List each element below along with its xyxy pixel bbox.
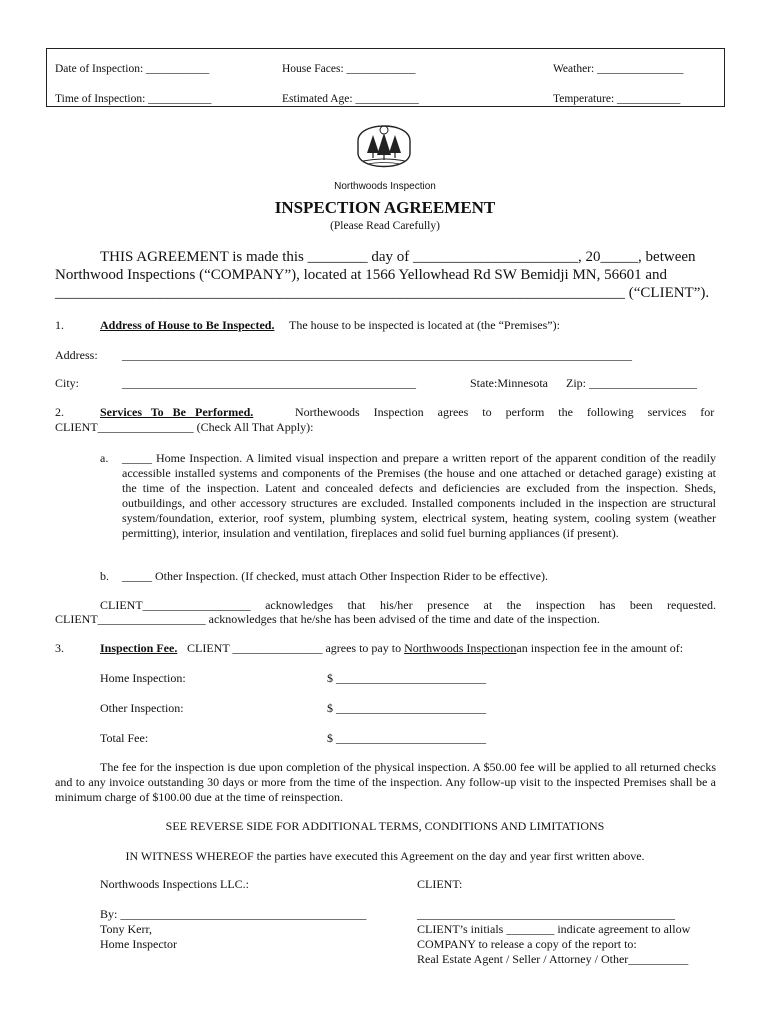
intro-line-3: ____________________________________________________________________________ (“CLIENT”).: [55, 285, 710, 301]
client-release-text: COMPANY to release a copy of the report to:: [417, 937, 637, 951]
acknowledgement-time-date: CLIENT__________________ acknowledges that he/she has been advised of the time and date of the inspection.: [55, 612, 600, 626]
fee-total-label: Total Fee:: [100, 731, 149, 745]
item-b-label: b.: [100, 569, 109, 583]
other-inspection-option[interactable]: _____ Other Inspection. (If checked, must attach Other Inspection Rider to be effective).: [122, 569, 548, 583]
client-release-parties[interactable]: Real Estate Agent / Seller / Attorney / Other__________: [417, 952, 689, 966]
estimated-age-field[interactable]: Estimated Age: ___________: [282, 93, 419, 105]
item-a-label: a.: [100, 451, 109, 465]
fee-home-field[interactable]: $ _________________________: [327, 671, 486, 685]
client-initials-line[interactable]: CLIENT’s initials ________ indicate agreement to allow: [417, 922, 691, 936]
section-3-text: [187, 641, 683, 656]
fee-total-field[interactable]: $ _________________________: [327, 731, 486, 745]
section-2-heading: Services To Be Performed.: [100, 405, 254, 419]
client-signature-label: CLIENT:: [417, 877, 463, 891]
weather-field[interactable]: Weather: _______________: [553, 63, 684, 75]
northwoods-logo-icon: [355, 113, 413, 181]
section-2-text: Northewoods Inspection agrees to perform the following services for: [295, 405, 715, 419]
section-1-heading: Address of House to Be Inspected.: [100, 318, 275, 332]
acknowledgement-presence: CLIENT__________________ acknowledges that his/her presence at the inspection has been requested.: [100, 598, 716, 612]
section-3-text-a: CLIENT _______________ agrees to pay to: [187, 641, 402, 655]
company-signature-line[interactable]: By: _________________________________________: [100, 907, 367, 921]
intro-line-2: Northwood Inspections (“COMPANY”), located at 1566 Yellowhead Rd SW Bemidji MN, 56601 and: [55, 267, 668, 283]
section-3-heading: Inspection Fee.: [100, 641, 178, 655]
company-signature-label: Northwoods Inspections LLC.:: [100, 877, 249, 891]
section-1-text: The house to be inspected is located at (the “Premises”):: [289, 318, 560, 332]
zip-field[interactable]: Zip: __________________: [566, 376, 697, 390]
page-subtitle: (Please Read Carefully): [330, 220, 440, 232]
inspector-name: Tony Kerr,: [100, 922, 152, 936]
reverse-side-note: SEE REVERSE SIDE FOR ADDITIONAL TERMS, CONDITIONS AND LIMITATIONS: [165, 819, 605, 833]
client-check-line[interactable]: CLIENT________________ (Check All That Apply):: [55, 420, 314, 434]
fee-terms-paragraph: The fee for the inspection is due upon completion of the physical inspection. A $50.00 fee will be applied to all returned checks and to any invoice outstanding 30 days or more from the time of the inspection. Any follow-up visit to the inspected Premises shall be a minimum charge of $100.00 due at the time of reinspection.: [55, 760, 716, 804]
fee-other-field[interactable]: $ _________________________: [327, 701, 486, 715]
page-title: INSPECTION AGREEMENT: [274, 198, 496, 217]
temperature-field[interactable]: Temperature: ___________: [553, 93, 681, 105]
city-label: City:: [55, 376, 80, 390]
date-of-inspection-field[interactable]: Date of Inspection: ___________: [55, 63, 210, 75]
company-name: Northwoods Inspection: [404, 641, 517, 655]
house-faces-field[interactable]: House Faces: ____________: [282, 63, 416, 75]
logo-name: Northwoods Inspection: [334, 181, 436, 192]
state-label: State:Minnesota: [470, 376, 548, 390]
address-field[interactable]: _____________________________________________________________________________________: [122, 348, 632, 362]
fee-home-label: Home Inspection:: [100, 671, 186, 685]
time-of-inspection-field[interactable]: Time of Inspection: ___________: [55, 93, 212, 105]
client-signature-line[interactable]: ___________________________________________: [417, 907, 675, 921]
city-field[interactable]: _________________________________________________: [122, 376, 416, 390]
intro-line-1: THIS AGREEMENT is made this ________ day of ______________________, 20_____, between: [100, 249, 696, 265]
fee-other-label: Other Inspection:: [100, 701, 184, 715]
section-3-number: 3.: [55, 641, 64, 655]
address-label: Address:: [55, 348, 98, 362]
inspector-title: Home Inspector: [100, 937, 177, 951]
witness-statement: IN WITNESS WHEREOF the parties have executed this Agreement on the day and year first written above.: [125, 849, 645, 863]
section-1-number: 1.: [55, 318, 64, 332]
home-inspection-description: _____ Home Inspection. A limited visual inspection and prepare a written report of the apparent condition of the readily accessible installed systems and components of the Premises (the house and one attached or detached garage) existing at the time of the inspection. Latent and concealed defects and deficiencies are excluded from the inspection. Sheds, outbuildings, and other accessory structures are excluded. Installed components included in the inspection are structural system/foundation, exterior, roof system, plumbing system, electrical system, heating system, cooling system (weather permitting), interior, insulation and ventilation, fireplaces and solid fuel burning appliances (if present).: [122, 451, 716, 540]
section-3-text-b: an inspection fee in the amount of:: [516, 641, 684, 655]
section-2-number: 2.: [55, 405, 64, 419]
